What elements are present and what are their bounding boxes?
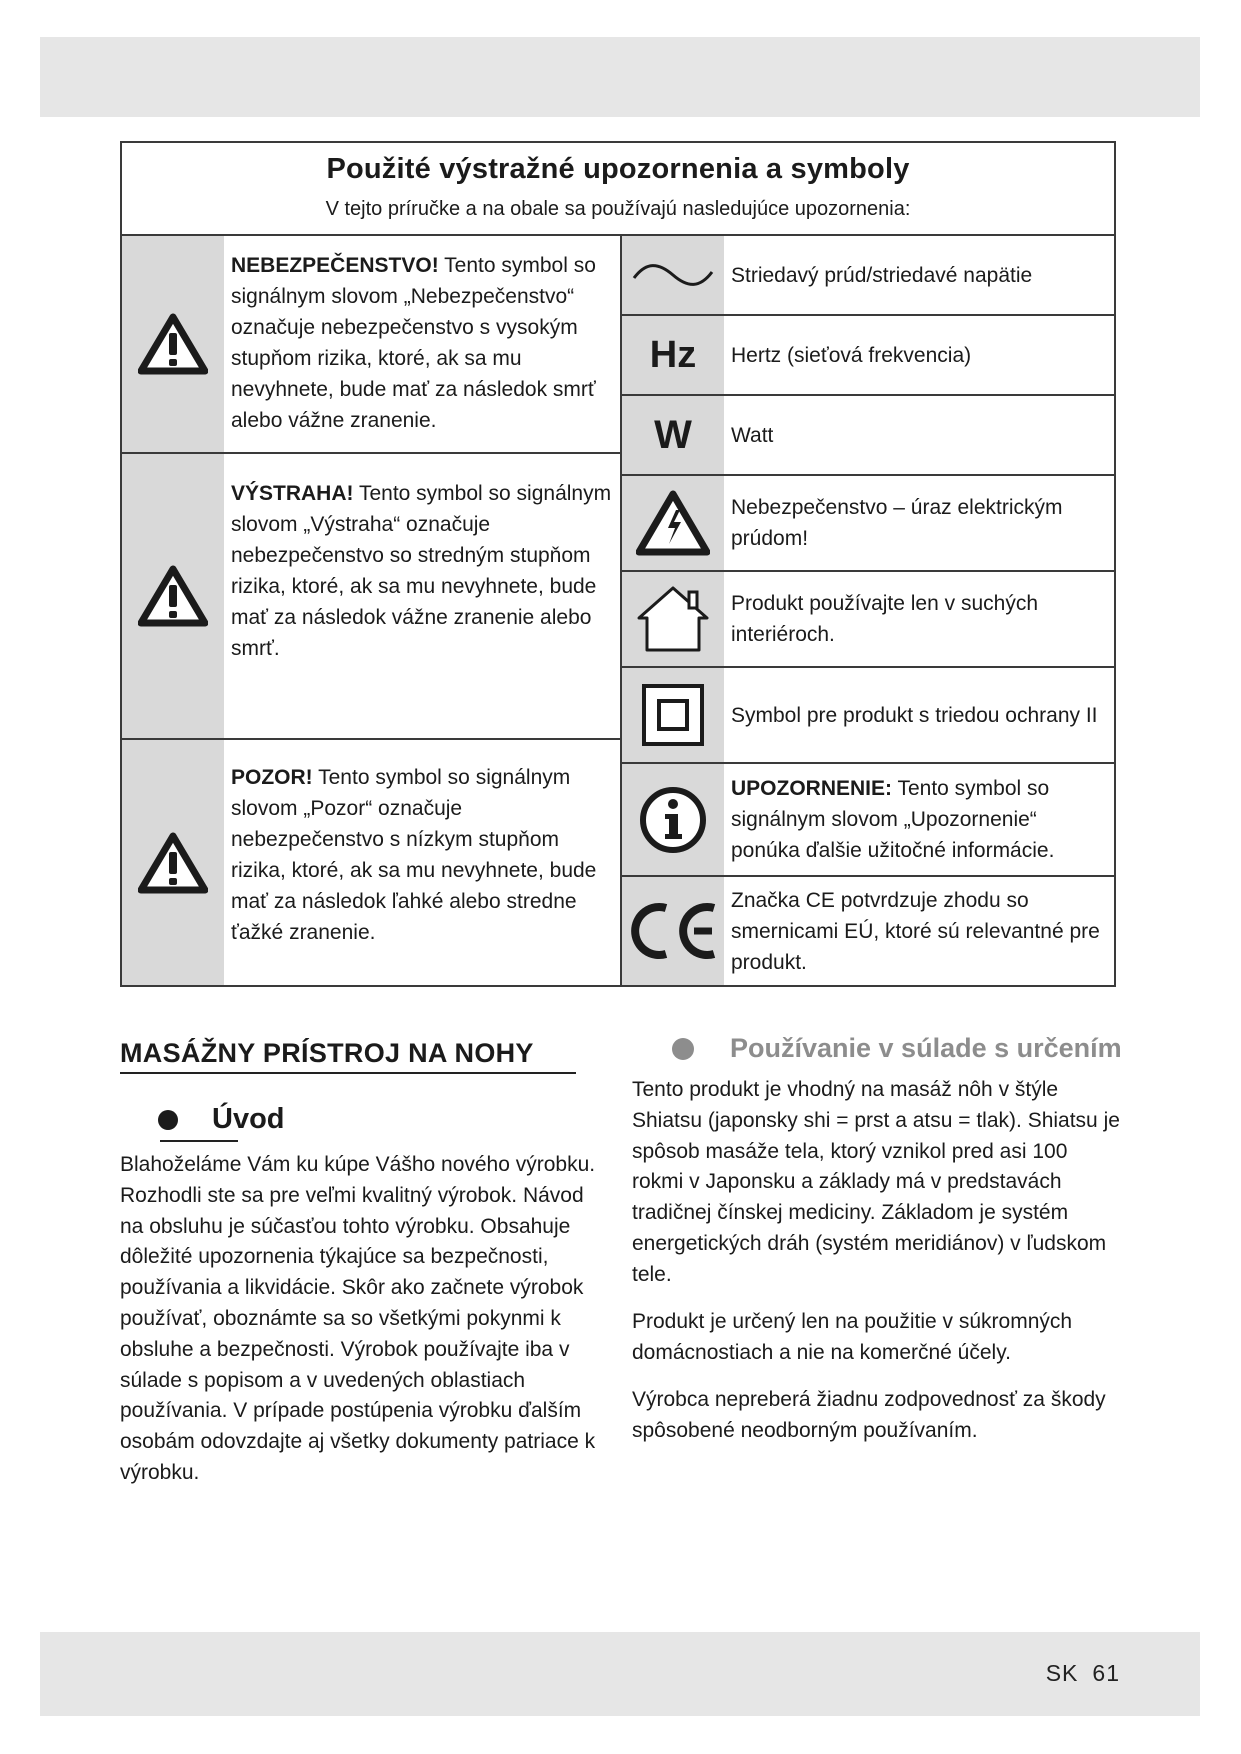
page-number-value: 61 [1092, 1660, 1120, 1686]
table-row [622, 572, 1114, 668]
indoor-use-icon [622, 572, 724, 666]
table-row [622, 877, 1114, 985]
intro-heading [158, 1103, 285, 1136]
watt-text: Watt [731, 423, 774, 447]
hertz-icon: Hz [622, 316, 724, 394]
intro-paragraph: Blahoželáme Vám ku kúpe Vášho nového výrobku. Rozhodli ste sa pre veľmi kvalitný výrobok. Návod na obsluhu je súčasťou tohto výrobku. Obsahuje dôležité upozornenia týkajúce sa bezpečnosti, používania a likvidácie. Skôr ako začnete výrobok používať, oboznámte sa so všetkými pokynmi k obsluhe a bezpečnosti. Výrobok používajte iba v súlade s popisom a v uvedených oblastiach používania. V prípade postúpenia výrobku ďalším osobám odovzdajte aj všetky dokumenty patriace k výrobku. [120, 1153, 596, 1484]
notice-label: UPOZORNENIE: [731, 777, 893, 800]
table-row [622, 396, 1114, 476]
signal-words-column [122, 236, 622, 985]
watt-icon: W [622, 396, 724, 474]
table-row [622, 316, 1114, 396]
intended-use-paragraph: Tento produkt je vhodný na masáž nôh v štýle Shiatsu (japonsky shi = prst a atsu = tlak). Shiatsu je spôsob masáže tela, ktorý vznikol pred asi 100 rokmi v Japonsku a základy má v predstavách tradičnej čínskej mediciny. Základom je systém energetických dráh (systém meridiánov) v ľudskom tele. [632, 1078, 1120, 1286]
danger-description: Tento symbol so signálnym slovom „Nebezpečenstvo“ označuje nebezpečenstvo s vysokým stupňom rizika, ktoré, ak sa mu nevyhnete, bude mať za následok smrť alebo vážne zranenie. [231, 254, 596, 432]
shock-text: Nebezpečenstvo – úraz elektrickým prúdom! [731, 496, 1063, 550]
warning-text [224, 454, 620, 738]
indoor-text: Produkt používajte len v suchých interiéroch. [731, 592, 1039, 646]
table-subtitle: V tejto príručke a na obale sa používajú nasledujúce upozornenia: [325, 198, 911, 220]
bullet-icon [672, 1038, 694, 1060]
info-icon [622, 764, 724, 875]
danger-text [224, 236, 620, 452]
caution-description: Tento symbol so signálnym slovom „Pozor“ označuje nebezpečenstvo s nízkym stupňom rizika, ktoré, ak sa mu nevyhnete, bude mať za následok ľahké alebo stredne ťažké zranenie. [231, 766, 597, 944]
warning-triangle-icon [122, 740, 224, 985]
alternating-current-icon [622, 236, 724, 314]
table-row [622, 668, 1114, 764]
language-code: SK [1045, 1660, 1079, 1686]
hertz-text: Hertz (sieťová frekvencia) [731, 343, 972, 367]
ce-mark-icon [622, 877, 724, 985]
symbols-column [622, 236, 1114, 985]
table-row [122, 454, 620, 740]
intended-use-heading-text: Používanie v súlade s určením [730, 1033, 1122, 1063]
danger-label: NEBEZPEČENSTVO! [231, 254, 439, 277]
footer-band [40, 1632, 1200, 1716]
warning-symbols-table [120, 141, 1116, 987]
warning-label: VÝSTRAHA! [231, 482, 354, 505]
table-title: Použité výstražné upozornenia a symboly [326, 153, 910, 185]
class-ii-text: Symbol pre produkt s triedou ochrany II [731, 703, 1098, 727]
warning-triangle-icon [122, 236, 224, 452]
table-row [622, 476, 1114, 572]
ac-text: Striedavý prúd/striedavé napätie [731, 263, 1033, 287]
table-row [122, 236, 620, 454]
page-number [1046, 1660, 1120, 1687]
caution-text [224, 740, 620, 985]
electric-shock-icon [622, 476, 724, 570]
intended-use-paragraph: Výrobca nepreberá žiadnu zodpovednosť za škody spôsobené neodborným používaním. [632, 1388, 1106, 1442]
table-row [622, 236, 1114, 316]
notice-text [724, 764, 1114, 875]
section-heading: MASÁŽNY PRÍSTROJ NA NOHY [120, 1038, 576, 1074]
warning-description: Tento symbol so signálnym slovom „Výstraha“ označuje nebezpečenstvo so stredným stupňom rizika, ktoré, ak sa mu nevyhnete, bude mať za následok vážne zranenie alebo smrť. [231, 482, 612, 660]
caution-label: POZOR! [231, 766, 313, 789]
intended-use-heading [672, 1033, 1122, 1064]
intro-heading-text: Úvod [212, 1103, 285, 1135]
intro-underline [160, 1140, 238, 1142]
intended-use-paragraph: Produkt je určený len na použitie v súkromných domácnostiach a nie na komerčné účely. [632, 1310, 1073, 1364]
header-band [40, 37, 1200, 117]
warning-triangle-icon [122, 454, 224, 738]
table-row [122, 740, 620, 985]
protection-class-ii-icon [622, 668, 724, 762]
table-row [622, 764, 1114, 877]
bullet-icon [158, 1110, 178, 1130]
notice-description: Tento symbol so signálnym slovom „Upozornenie“ ponúka ďalšie užitočné informácie. [731, 777, 1055, 862]
ce-text: Značka CE potvrdzuje zhodu so smernicami EÚ, ktoré sú relevantné pre produkt. [731, 888, 1100, 974]
table-header [122, 143, 1114, 236]
